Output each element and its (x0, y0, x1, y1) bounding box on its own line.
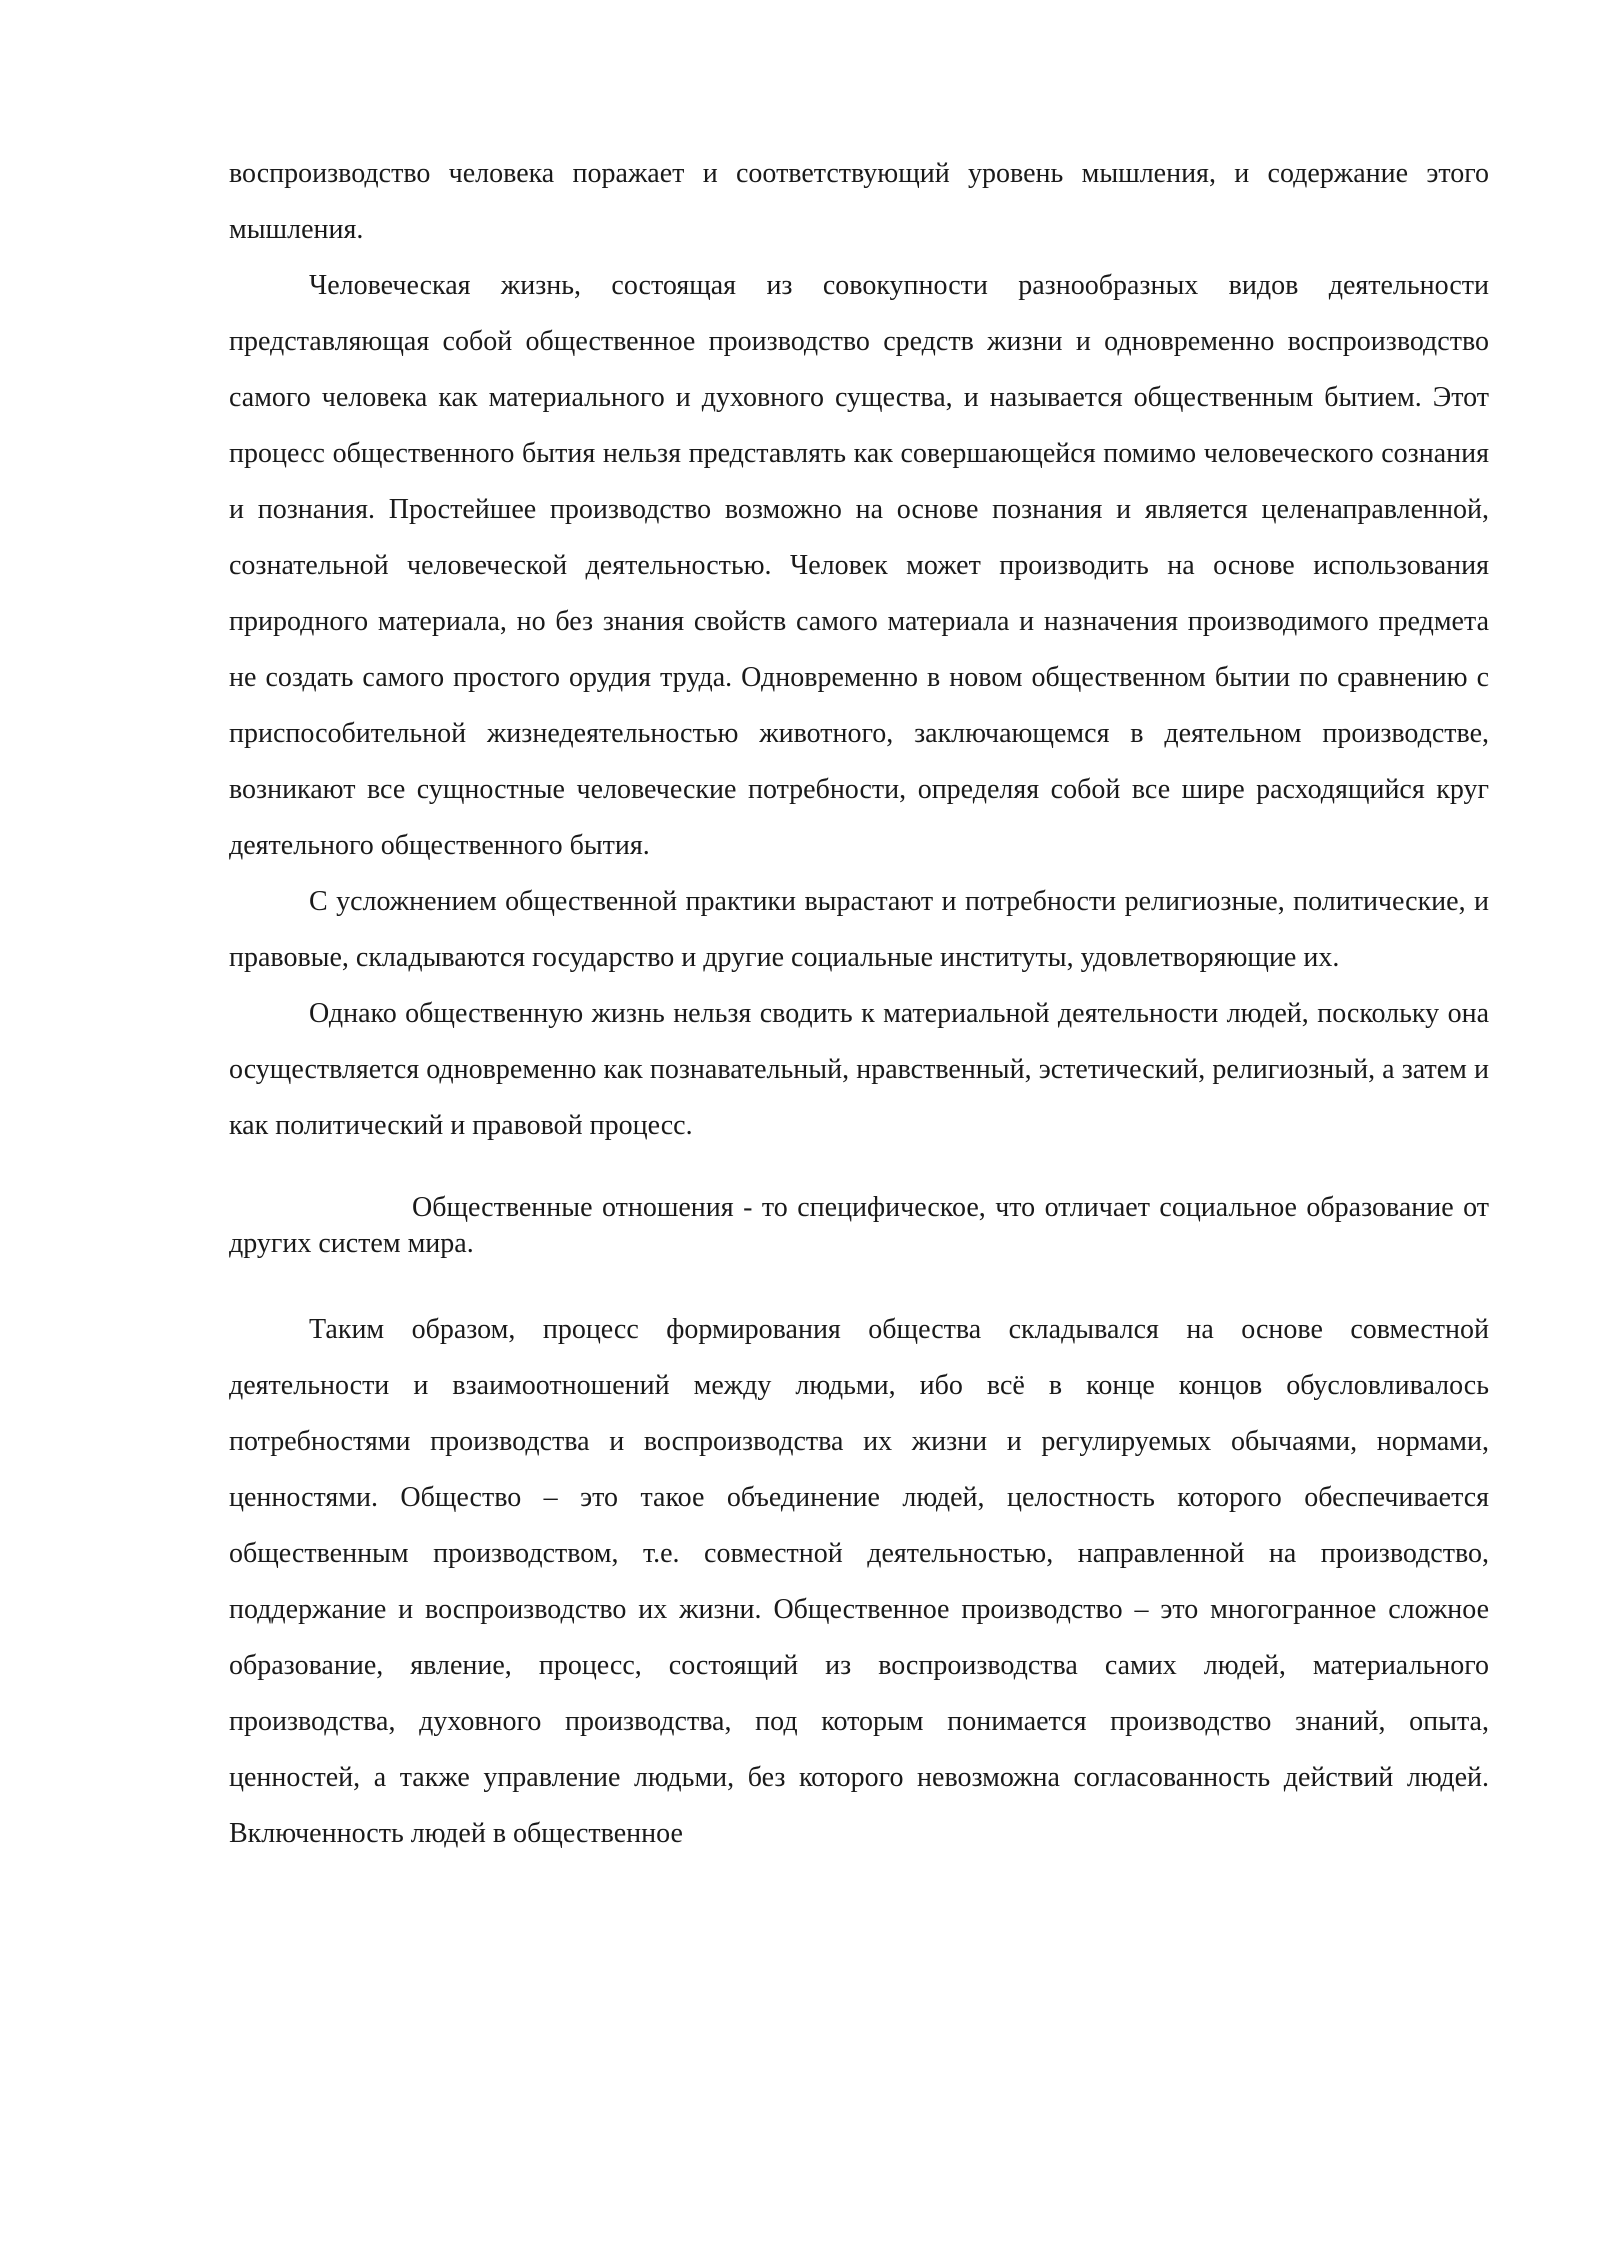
document-body (229, 146, 1489, 1862)
paragraph-3: С усложнением общественной практики вырастают и потребности религиозные, политические, и правовые, складываются государство и другие социальные институты, удовлетворяющие их. (229, 886, 1489, 973)
paragraph-5-definition: Общественные отношения - то специфическое, что отличает социальное образование от других систем мира. (229, 1192, 1489, 1259)
paragraph-1: воспроизводство человека поражает и соответствующий уровень мышления, и содержание этого мышления. (229, 158, 1489, 245)
paragraph-6: Таким образом, процесс формирования общества складывался на основе совместной деятельности и взаимоотношений между людьми, ибо всё в конце концов обусловливалось потребностями производства и воспроизводства их жизни и регулируемых обычаями, нормами, ценностями. Общество – это такое объединение людей, целостность которого обеспечивается общественным производством, т.е. совместной деятельностью, направленной на производство, поддержание и воспроизводство их жизни. Общественное производство – это многогранное сложное образование, явление, процесс, состоящий из воспроизводства самих людей, материального производства, духовного производства, под которым понимается производство знаний, опыта, ценностей, а также управление людьми, без которого невозможна согласованность действий людей. Включенность людей в общественное (229, 1314, 1489, 1849)
paragraph-4: Однако общественную жизнь нельзя сводить к материальной деятельности людей, поскольку она осуществляется одновременно как познавательный, нравственный, эстетический, религиозный, а затем и как политический и правовой процесс. (229, 998, 1489, 1141)
paragraph-gap (229, 1154, 1489, 1190)
paragraph-gap (229, 1262, 1489, 1302)
paragraph-2: Человеческая жизнь, состоящая из совокупности разнообразных видов деятельности представляющая собой общественное производство средств жизни и одновременно воспроизводство самого человека как материального и духовного существа, и называется общественным бытием. Этот процесс общественного бытия нельзя представлять как совершающейся помимо человеческого сознания и познания. Простейшее производство возможно на основе познания и является целенаправленной, сознательной человеческой деятельностью. Человек может производить на основе использования природного материала, но без знания свойств самого материала и назначения производимого предмета не создать самого простого орудия труда. Одновременно в новом общественном бытии по сравнению с приспособительной жизнедеятельностью животного, заключающемся в деятельном производстве, возникают все сущностные человеческие потребности, определяя собой все шире расходящийся круг деятельного общественного бытия. (229, 270, 1489, 861)
